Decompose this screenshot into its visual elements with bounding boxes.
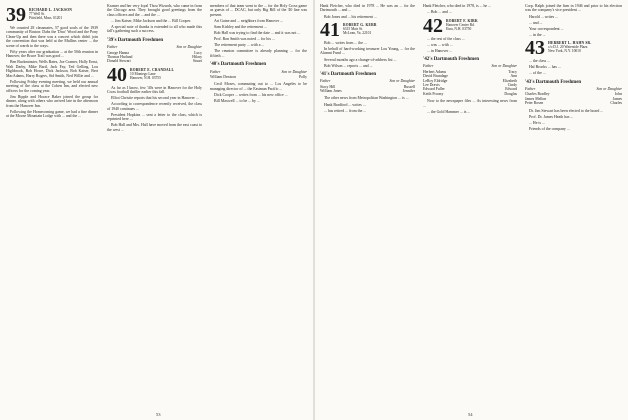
child-name: Jennifer <box>402 89 415 94</box>
class-secretary <box>29 7 72 20</box>
secretary-city: Etna, N.H. 03750 <box>446 26 472 31</box>
secretary-name: ROBERT F. KIRK <box>446 18 478 23</box>
child-name: Douglas <box>504 91 517 96</box>
secretary-city: McLean, Va. 22101 <box>343 31 372 36</box>
page-number-right: 54 <box>468 412 473 417</box>
child-name: Lucy <box>194 50 202 55</box>
secretary-name: HERBERT L. HAHN SR. <box>548 41 592 46</box>
class-secretary <box>343 22 377 35</box>
freshmen-section-title: '43's Dartmouth Freshmen <box>525 79 582 85</box>
secretary-street: c/o D.J. 20 Waterside Plaza <box>548 45 588 50</box>
class-number: 39 <box>6 4 26 26</box>
class-header-39 <box>6 4 98 26</box>
left-col-2 <box>107 4 202 408</box>
class-header-43 <box>525 37 622 60</box>
child-name: Russell <box>403 84 415 89</box>
paragraph: Art Gaine and ... neighbors from Hanover ... <box>214 18 284 23</box>
child-name: James <box>612 96 622 101</box>
right-col-1 <box>320 4 415 408</box>
secretary-street: 77 Well St. <box>29 12 45 17</box>
father-column-header: Father <box>210 69 221 74</box>
child-name: Ann <box>510 74 517 79</box>
freshmen-table-header <box>525 87 622 91</box>
father-name: Donald Stewart <box>107 59 131 64</box>
father-name: LeRoy Eldridge <box>423 78 448 83</box>
page-number-left: 53 <box>156 412 161 417</box>
child-column-header: Son or Daughter <box>596 87 622 92</box>
freshmen-section-title: '40's Dartmouth Freshmen <box>210 62 267 68</box>
paragraph: ... in the ... <box>529 32 546 37</box>
paragraph: The retirement party ... with a ... <box>214 43 265 48</box>
father-name: Thomas Harland <box>107 54 133 59</box>
paragraph: Hank Fletcher, who died in 1978, is ... he ... <box>423 4 492 8</box>
freshmen-table-header <box>107 45 202 49</box>
paragraph: Elliot Christie reports that his second year in Hanover ... <box>111 96 199 101</box>
paragraph: Friends of the company ... <box>529 126 570 131</box>
freshmen-table-header <box>423 64 517 68</box>
freshmen-table-header <box>320 79 415 83</box>
secretary-street: 10 Montego Lane <box>130 71 156 76</box>
page-gutter <box>313 0 315 420</box>
paragraph: Jim Ripple and Horace Baker joined the group for dinner, along with others who arrived late in the afternoon from the Hanover Inn. <box>6 94 98 108</box>
freshmen-section-title: '39's Dartmouth Freshmen <box>107 37 164 43</box>
paragraph: Bob Hall and Mrs. Hall have moved from the east coast to the west ... <box>107 123 202 132</box>
paragraph: ... in Hanover ... <box>427 48 453 53</box>
paragraph: As far as I know, few '40s were in Hanover for the Holy Cross football thriller earlier this fall. <box>107 85 202 95</box>
paragraph: Harold ... writes ... <box>529 14 559 19</box>
paragraph: Prof. Ron Smith was noted ... for his ... <box>214 37 275 42</box>
child-name: Hilary <box>192 54 202 59</box>
paragraph: Cecil Moses, commuting out to ... Los Angeles to be managing director of ... the Eastman Pacific ... <box>210 82 307 91</box>
child-name: Charles <box>610 101 622 106</box>
paragraph: A special note of thanks is extended to all who made this fall's gathering such a success. <box>107 25 202 34</box>
paragraph: Bill Maxwell ... to be ... by ... <box>214 98 260 103</box>
paragraph: ... and ... <box>529 20 543 25</box>
father-name: David Brundage <box>423 74 448 79</box>
paragraph: Kramer and her very loyal Thou Wizards, who came in from the Chicago area. They brought good greetings from the class officers and the ... and the ... <box>107 4 202 17</box>
father-column-header: Father <box>320 79 331 84</box>
father-column-header: Father <box>423 64 434 69</box>
father-name: James Mellon <box>525 96 547 101</box>
paragraph: Bob Wilson ... reports ... and ... <box>324 63 373 68</box>
child-name: Edward <box>505 87 517 92</box>
table-row <box>210 75 307 79</box>
father-name: Herbert Adams <box>423 69 447 74</box>
secretary-name: ROBERT G. KERR <box>343 22 377 27</box>
father-name: William Denison <box>210 74 236 79</box>
paragraph: ... Bob ... and ... <box>427 10 452 15</box>
child-name: Stuart <box>192 59 202 64</box>
paragraph: ... the Gold Hammer ... is ... <box>427 109 471 114</box>
father-name: George Hanna <box>107 50 129 55</box>
child-name: Tracy <box>508 69 517 74</box>
paragraph: ... the class ... <box>529 59 551 64</box>
paragraph: ... of the ... <box>529 71 546 76</box>
paragraph: Hank Bradford ... writes ... <box>324 102 366 107</box>
paragraph: Prof. Dr. James Heath has ... <box>529 114 574 119</box>
paragraph: Sam Kirkley and the retirement ... <box>214 25 267 29</box>
secretary-street: 6315 Mair St. <box>343 27 363 32</box>
left-col-1 <box>6 4 98 408</box>
freshmen-table <box>423 64 517 96</box>
paragraph: Corp. Ralph joined the firm in 1946 and prior to his election was the company's vice president ... <box>525 4 622 13</box>
paragraph: President Hopkins ... sent a letter to the class, which is reprinted here ... <box>107 112 202 122</box>
paragraph: members of that team went to the ... for the Holy Cross game as guests of ... DCAC, but only Big Bill of the '40 line was present. <box>210 4 307 17</box>
father-name: Stacy Hill <box>320 84 336 89</box>
paragraph: Following Friday evening meeting, we held our annual meeting of the class at the Cohen Inn, and elected new officers for the coming year. <box>6 79 98 93</box>
paragraph: ... was ... with ... <box>427 42 453 47</box>
paragraph: Now to the newspaper files ... As interesting news from ... <box>423 99 517 108</box>
class-number: 40 <box>107 63 127 86</box>
freshmen-table-header <box>210 70 307 74</box>
freshmen-table <box>320 79 415 93</box>
father-name: Lee Dravis <box>423 82 440 87</box>
child-name: Elizabeth <box>502 78 517 83</box>
paragraph: Bob Hall was trying to find the date ... and it was not ... <box>214 31 301 36</box>
paragraph: Bob Jones and ... his retirement ... <box>324 14 377 19</box>
child-column-header: Son or Daughter <box>491 64 517 69</box>
child-column-header: Son or Daughter <box>281 69 307 74</box>
freshmen-table <box>107 45 202 63</box>
paragraph: ... Jim Kaiser, Mike Jackson and the ... Bill Cooper. <box>111 18 192 23</box>
paragraph: Dr. Jim Stewart has been elected to the board ... <box>529 108 604 113</box>
freshmen-section-title: '41's Dartmouth Freshmen <box>320 72 377 77</box>
paragraph: The reunion committee is already planning ... for the fiftieth ... <box>210 49 307 58</box>
paragraph: Hal Brooks ... has ... <box>529 65 561 70</box>
father-name: Peter Rosen <box>525 101 544 106</box>
class-header-40 <box>107 63 202 86</box>
paragraph: Following the Homecoming game, we had a fine dinner at the Moose Mountain Lodge with ... and the ... <box>6 109 98 119</box>
child-name: John <box>614 92 622 97</box>
right-col-3 <box>525 4 622 408</box>
class-secretary <box>446 18 478 31</box>
paragraph: We counted 28 classmates, 57 good souls of the 1939 community of Boston: Dabs the 'Drac' Wood and the Pony Clean-Up and then there was a concert which didn't join the convention that was held at the Mullins center ... the scene of wards to the ways. <box>6 26 98 48</box>
class-number: 41 <box>320 18 340 41</box>
paragraph: Bob ... writes from ... the ... <box>324 40 367 45</box>
table-row <box>525 101 622 105</box>
secretary-city: Hanover, N.H. 03755 <box>130 75 161 80</box>
class-header-41 <box>320 18 415 41</box>
table-row <box>320 89 415 93</box>
father-column-header: Father <box>107 45 118 50</box>
paragraph: Dick Cooper ... writes from ... his new office ... <box>214 92 288 97</box>
paragraph: The other news from Metropolitan Washington ... is ... <box>324 96 409 101</box>
child-name: Cindy <box>507 82 517 87</box>
class-header-42 <box>423 14 517 37</box>
paragraph: ... has retired ... from the ... <box>324 108 367 113</box>
paragraph: Fifty years after our graduation ... at the 50th reunion in Hanover, the Bruce Trail was good ... <box>6 49 98 59</box>
father-name: Keith Proony <box>423 91 444 96</box>
freshmen-table <box>525 87 622 105</box>
class-number: 43 <box>525 37 545 60</box>
father-name: William Jones <box>320 89 342 94</box>
paragraph: According to correspondence recently received, the class of 1940 continues ... <box>107 102 202 111</box>
paragraph: In behalf of hard-working treasurer Lou Young, ... for the Alumni Fund ... <box>320 47 415 56</box>
secretary-name: RICHARD L. JACKSON <box>29 8 73 12</box>
paragraph: Your correspondent ... <box>529 26 564 31</box>
father-name: Charles Bradley <box>525 92 550 97</box>
freshmen-section-title: '42's Dartmouth Freshmen <box>423 57 480 63</box>
freshmen-table <box>210 70 307 80</box>
class-number: 42 <box>423 14 443 37</box>
right-col-2 <box>423 4 517 408</box>
child-column-header: Son or Daughter <box>389 79 415 84</box>
table-row <box>423 92 517 96</box>
paragraph: Several months ago a change-of-address list ... <box>324 57 397 62</box>
paragraph: ... the rest of the class ... <box>427 36 465 41</box>
paragraph: Hank Fletcher, who died in 1978 ... He was an ... for the Dartmouth ... and ... <box>320 4 415 13</box>
secretary-city: New York, N.Y. 10010 <box>548 49 581 54</box>
class-secretary <box>548 40 591 53</box>
secretary-name: ROBERT E. CRANDALL <box>130 67 175 72</box>
father-name: Edward Fuller <box>423 87 445 92</box>
child-column-header: Son or Daughter <box>176 45 202 50</box>
child-name: Polly <box>298 74 307 79</box>
paragraph: Ben Buckminster, Wells Bates, Joe Cramer, Holly Ernst, Walt Darby, Mike Bartl, Jack Fay, Ted Gelling, Lou Highbrook, Bob Howe, Dick Jackson, Bob Kaiser, Bert MacAdams, Harry Rogers, Sid Smith, Ned Willie and ... <box>6 60 98 78</box>
paragraph: ... He is ... <box>529 120 545 125</box>
secretary-street: Hanover Center Rd. <box>446 22 475 27</box>
class-secretary <box>130 67 174 80</box>
father-column-header: Father <box>525 87 536 92</box>
left-col-3 <box>210 4 307 408</box>
secretary-city: Pittsfield, Mass. 01201 <box>29 16 63 21</box>
